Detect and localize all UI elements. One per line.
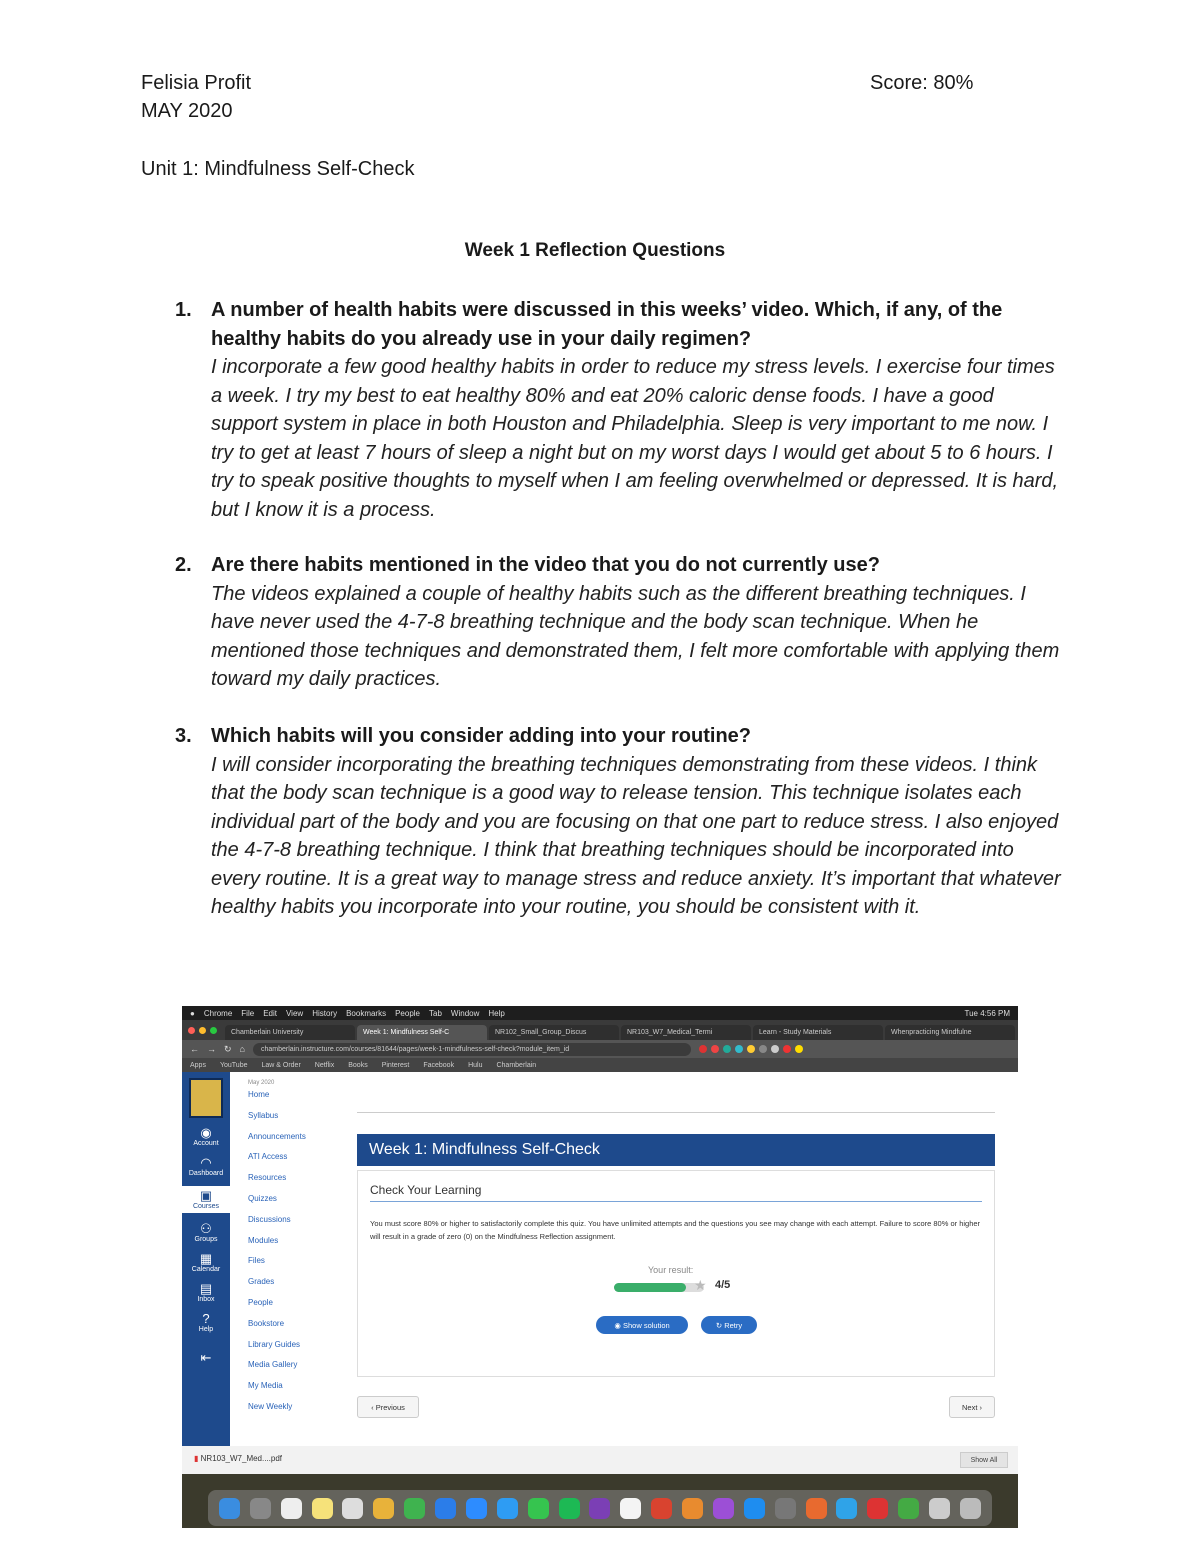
firefox-icon: [806, 1498, 827, 1519]
unit-title: Unit 1: Mindfulness Self-Check: [141, 158, 415, 180]
menu-tab: Tab: [429, 1008, 442, 1018]
course-nav-item: People: [248, 1297, 273, 1307]
mac-dock: [208, 1490, 992, 1526]
zoom-icon: [466, 1498, 487, 1519]
university-logo: [189, 1078, 223, 1118]
forward-icon: →: [207, 1044, 216, 1054]
star-icon: ★: [694, 1277, 707, 1293]
download-item: ▮ NR103_W7_Med....pdf: [194, 1454, 283, 1463]
bookmark: YouTube: [219, 1061, 248, 1069]
safari-icon: [836, 1498, 857, 1519]
result-score: 4/5: [715, 1279, 731, 1291]
powerpoint-icon: [651, 1498, 672, 1519]
question-number: 1.: [175, 299, 192, 321]
nav-courses: ▣ Courses: [182, 1186, 230, 1213]
course-nav: [248, 1080, 306, 1423]
course-nav-item: Quizzes: [248, 1193, 277, 1203]
question-1: [175, 296, 1065, 524]
question-text: A number of health habits were discussed in this weeks’ video. Which, if any, of the healthy habits do you already use in your daily regimen?: [211, 299, 1003, 350]
course-nav-item: Library Guides: [248, 1339, 301, 1349]
tab: NR103_W7_Medical_Termi: [621, 1025, 751, 1040]
reload-icon: ↻: [224, 1043, 232, 1054]
settings-icon: [775, 1498, 796, 1519]
nav-calendar: ▦ Calendar: [182, 1252, 230, 1273]
card-divider: [370, 1201, 982, 1202]
mac-dock-area: [182, 1474, 1018, 1528]
bookmark: Books: [348, 1061, 368, 1069]
course-nav-item: Bookstore: [248, 1318, 285, 1328]
home-icon: ⌂: [239, 1044, 245, 1054]
clock: Tue 4:56 PM: [964, 1008, 1010, 1018]
course-nav-item: Discussions: [248, 1214, 291, 1224]
course-nav-item: New Weekly: [248, 1401, 293, 1411]
course-nav-item: Announcements: [248, 1131, 306, 1141]
bookmark: Hulu: [468, 1061, 483, 1069]
answer-text: I will consider incorporating the breathing techniques demonstrating from these videos. I think that the body scan technique is a good way to release tension. This technique isolates each individual part of the body and you are focusing on that one part to reduce stress. I also enjoyed the 4-7-8 breathing technique. I think that breathing techniques should be incorporated into every routine. It is a great way to manage stress and reduce anxiety. It’s important that whatever healthy habits you incorporate into your routine, you should be consistent with it.: [211, 753, 1061, 918]
courses-icon: ▣: [199, 1188, 213, 1203]
nav-account: ◉ Account: [182, 1126, 230, 1147]
onenote-icon: [589, 1498, 610, 1519]
podcasts-icon: [713, 1498, 734, 1519]
apple-icon: ●: [190, 1008, 195, 1018]
app-icon: [898, 1498, 919, 1519]
result-label: Your result:: [648, 1265, 694, 1275]
course-nav-item: Resources: [248, 1173, 287, 1183]
date: MAY 2020: [141, 100, 233, 122]
next-button: Next ›: [949, 1396, 995, 1418]
pdf-icon: ▮: [194, 1454, 199, 1463]
score: Score: 80%: [870, 72, 974, 94]
downloads-icon: [929, 1498, 950, 1519]
question-2: [175, 551, 1065, 694]
inbox-icon: ▤: [199, 1281, 213, 1296]
reminders-icon: [342, 1498, 363, 1519]
mail-icon: [497, 1498, 518, 1519]
launchpad-icon: [250, 1498, 271, 1519]
bookmarks-bar: [182, 1058, 1018, 1072]
menu-file: File: [241, 1008, 255, 1018]
tasks-icon: [435, 1498, 456, 1519]
quiz-card: [357, 1170, 995, 1377]
menu-bookmarks: Bookmarks: [346, 1008, 387, 1018]
mac-menubar: [182, 1006, 1018, 1020]
course-nav-item: Media Gallery: [248, 1360, 298, 1370]
course-nav-term: May 2020: [248, 1080, 275, 1086]
groups-icon: ⚇: [200, 1221, 212, 1236]
dashboard-icon: ◠: [200, 1155, 212, 1170]
canvas-page: [182, 1072, 1018, 1446]
answer-text: I incorporate a few good healthy habits in order to reduce my stress levels. I exercise four times a week. I try my best to eat healthy 80% and eat 20% caloric dense foods. I have a good support system in place in both Houston and Philadelphia. Sleep is very important to me now. I try to get at least 7 hours of sleep a night but on my worst days I would get about 5 to 6 hours. I try to speak positive thoughts to myself when I am feeling overwhelmed or depressed. It is hard, but I know it is a process.: [211, 356, 1059, 521]
page-title: Week 1 Reflection Questions: [464, 240, 726, 261]
minimize-dot-icon: [199, 1027, 206, 1034]
question-text: Are there habits mentioned in the video that you do not currently use?: [211, 554, 880, 576]
collapse-icon: ⇤: [200, 1350, 212, 1365]
close-dot-icon: [188, 1027, 195, 1034]
trash-icon: [960, 1498, 981, 1519]
messages-icon: [528, 1498, 549, 1519]
nav-groups: ⚇ Groups: [182, 1222, 230, 1243]
menu-edit: Edit: [263, 1008, 277, 1018]
bookmark: Law & Order: [261, 1061, 301, 1069]
show-all-button: Show All: [960, 1452, 1008, 1468]
card-title: Check Your Learning: [370, 1183, 482, 1197]
books-icon: [682, 1498, 703, 1519]
result-bar: [614, 1283, 704, 1292]
course-nav-item: ATI Access: [248, 1152, 288, 1162]
chrome-icon: [404, 1498, 425, 1519]
acrobat-icon: [867, 1498, 888, 1519]
appstore-icon: [744, 1498, 765, 1519]
bookmark: Chamberlain: [496, 1061, 537, 1069]
bookmark: Apps: [190, 1061, 206, 1069]
bookmark: Facebook: [423, 1061, 455, 1069]
finder-icon: [219, 1498, 240, 1519]
notion-icon: [620, 1498, 641, 1519]
menu-view: View: [285, 1008, 304, 1018]
global-nav: [182, 1072, 230, 1446]
browser-tabs: [182, 1020, 1018, 1040]
download-bar: [182, 1446, 1018, 1474]
calendar-app-icon: [281, 1498, 302, 1519]
calendar-icon: ▦: [199, 1251, 213, 1266]
url-field: chamberlain.instructure.com/courses/81644/pages/week-1-mindfulness-self-check?module_item_id: [253, 1043, 691, 1056]
notes-icon: [312, 1498, 333, 1519]
bookmark: Netflix: [314, 1061, 335, 1069]
question-text: Which habits will you consider adding into your routine?: [211, 725, 752, 747]
embedded-screenshot: [182, 1006, 1018, 1528]
menu-chrome: Chrome: [203, 1008, 233, 1018]
course-nav-item: Syllabus: [248, 1110, 279, 1120]
question-number: 2.: [175, 554, 192, 576]
address-bar-row: [182, 1040, 1018, 1058]
course-nav-item: My Media: [248, 1381, 283, 1391]
menu-history: History: [312, 1008, 338, 1018]
answer-text: The videos explained a couple of healthy habits such as the different breathing techniques. I have never used the 4-7-8 breathing technique and the body scan technique. When he mentioned those techniques and demonstrated them, I felt more comfortable with applying them toward my daily practices.: [211, 582, 1060, 690]
show-solution-button: ◉ Show solution: [596, 1316, 688, 1334]
author-name: Felisia Profit: [141, 72, 252, 94]
tab: Whenpracticing Mindfulne: [885, 1025, 1015, 1040]
tab: NR102_Small_Group_Discus: [489, 1025, 619, 1040]
photos-icon: [373, 1498, 394, 1519]
tab: Chamberlain University: [225, 1025, 355, 1040]
question-number: 3.: [175, 725, 192, 747]
question-3: [175, 722, 1065, 922]
zoom-dot-icon: [210, 1027, 217, 1034]
nav-help: ? Help: [182, 1312, 230, 1333]
nav-dashboard: ◠ Dashboard: [182, 1156, 230, 1177]
course-nav-item: Grades: [248, 1277, 275, 1287]
help-icon: ?: [202, 1311, 210, 1326]
nav-inbox: ▤ Inbox: [182, 1282, 230, 1303]
user-icon: ◉: [200, 1125, 212, 1140]
tab: Learn - Study Materials: [753, 1025, 883, 1040]
card-text: You must score 80% or higher to satisfactorily complete this quiz. You have unlimited attempts and the questions you see may change with each attempt. Failure to score 80% or higher will result in a grade of zero (0) on the Mindfulness Reflection assignment.: [370, 1219, 981, 1241]
course-nav-item: Home: [248, 1090, 270, 1099]
previous-button: ‹ Previous: [357, 1396, 419, 1418]
spotify-icon: [559, 1498, 580, 1519]
divider: [357, 1112, 995, 1113]
menu-people: People: [395, 1008, 421, 1018]
course-nav-item: Files: [248, 1256, 265, 1266]
menu-window: Window: [450, 1008, 480, 1018]
result-bar-fill: [614, 1283, 686, 1292]
back-icon: ←: [190, 1044, 199, 1054]
bookmark: Pinterest: [381, 1061, 410, 1069]
course-nav-item: Modules: [248, 1235, 279, 1245]
extensions: [699, 1045, 803, 1053]
menu-help: Help: [488, 1008, 505, 1018]
page-banner: Week 1: Mindfulness Self-Check: [357, 1134, 995, 1166]
retry-button: ↻ Retry: [701, 1316, 757, 1334]
tab-active: Week 1: Mindfulness Self-C: [357, 1025, 487, 1040]
